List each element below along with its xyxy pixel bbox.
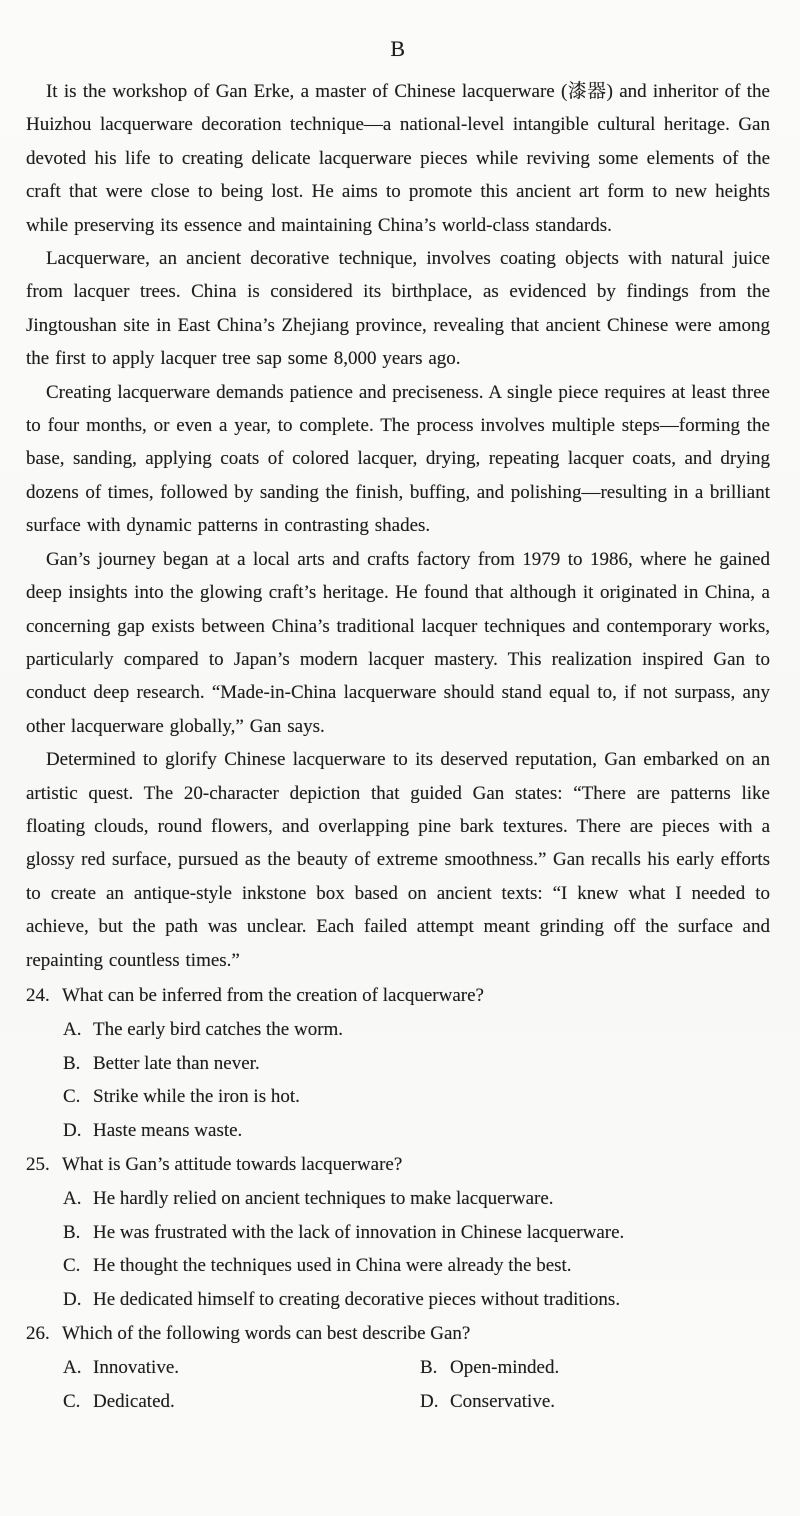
- passage-paragraph-4: Gan’s journey began at a local arts and crafts factory from 1979 to 1986, where he gained deep insights into the glowing craft’s heritage. He found that although it originated in China, a concerning gap exists between China’s traditional lacquer techniques and contemporary works, particularly compared to Japan’s modern lacquer mastery. This realization inspired Gan to conduct deep research. “Made-in-China lacquerware should stand equal to, if not surpass, any other lacquerware globally,” Gan says.: [26, 548, 770, 737]
- question-25-options: [63, 1182, 770, 1317]
- option-label: B.: [420, 1356, 438, 1378]
- question-text: What is Gan’s attitude towards lacquerware?: [62, 1153, 403, 1175]
- option-label: A.: [63, 1018, 82, 1040]
- option-text: He thought the techniques used in China were already the best.: [93, 1255, 572, 1277]
- option-text: He hardly relied on ancient techniques to make lacquerware.: [93, 1187, 554, 1209]
- question-26-options: [63, 1351, 770, 1419]
- question-26: [26, 1317, 770, 1418]
- option-text: He was frustrated with the lack of innovation in Chinese lacquerware.: [93, 1221, 625, 1243]
- option-label: B.: [63, 1052, 81, 1074]
- passage-paragraph-3: Creating lacquerware demands patience and preciseness. A single piece requires at least three to four months, or even a year, to complete. The process involves multiple steps—forming the base, sanding, applying coats of colored lacquer, drying, repeating lacquer coats, and drying dozens of times, followed by sanding the finish, buffing, and polishing—resulting in a brilliant surface with dynamic patterns in contrasting shades.: [26, 381, 770, 537]
- option-25-c: [63, 1249, 770, 1283]
- option-26-b: [420, 1351, 770, 1385]
- option-label: D.: [420, 1390, 439, 1412]
- option-25-b: [63, 1216, 770, 1250]
- question-25: [26, 1148, 770, 1317]
- question-24: [26, 979, 770, 1148]
- passage-paragraph-2: Lacquerware, an ancient decorative technique, involves coating objects with natural juice from lacquer trees. China is considered its birthplace, as evidenced by findings from the Jingtoushan site in East China’s Zhejiang province, revealing that ancient Chinese were among the first to apply lacquer tree sap some 8,000 years ago.: [26, 248, 770, 370]
- question-25-stem: [26, 1148, 770, 1182]
- option-label: D.: [63, 1120, 82, 1142]
- option-24-a: [63, 1013, 770, 1047]
- option-text: Dedicated.: [93, 1390, 175, 1412]
- option-label: A.: [63, 1187, 82, 1209]
- option-label: A.: [63, 1356, 82, 1378]
- option-24-c: [63, 1080, 770, 1114]
- option-label: C.: [63, 1255, 81, 1277]
- question-24-stem: [26, 979, 770, 1013]
- option-26-d: [420, 1385, 770, 1419]
- option-text: Conservative.: [450, 1390, 556, 1412]
- option-text: Strike while the iron is hot.: [93, 1086, 300, 1108]
- option-25-a: [63, 1182, 770, 1216]
- option-label: C.: [63, 1390, 81, 1412]
- option-26-a: [63, 1351, 420, 1385]
- question-number: 26.: [26, 1322, 50, 1344]
- question-text: What can be inferred from the creation of lacquerware?: [62, 984, 484, 1006]
- option-text: The early bird catches the worm.: [93, 1018, 344, 1040]
- option-24-b: [63, 1047, 770, 1081]
- section-label: B: [390, 36, 406, 61]
- question-number: 25.: [26, 1153, 50, 1175]
- option-label: D.: [63, 1289, 82, 1311]
- option-text: Haste means waste.: [93, 1120, 243, 1142]
- question-24-options: [63, 1013, 770, 1148]
- option-25-d: [63, 1283, 770, 1317]
- questions-section: [26, 979, 770, 1418]
- question-text: Which of the following words can best describe Gan?: [62, 1322, 471, 1344]
- option-text: He dedicated himself to creating decorative pieces without traditions.: [93, 1289, 621, 1311]
- option-24-d: [63, 1114, 770, 1148]
- question-number: 24.: [26, 984, 50, 1006]
- passage-paragraph-5: Determined to glorify Chinese lacquerware to its deserved reputation, Gan embarked on an artistic quest. The 20-character depiction that guided Gan states: “There are patterns like floating clouds, round flowers, and overlapping pine bark textures. There are pieces with a glossy red surface, pursued as the beauty of extreme smoothness.” Gan recalls his early efforts to create an antique-style inkstone box based on ancient texts: “I knew what I needed to achieve, but the path was unclear. Each failed attempt meant grinding off the surface and repainting countless times.”: [26, 749, 770, 971]
- option-text: Innovative.: [93, 1356, 180, 1378]
- option-text: Better late than never.: [93, 1052, 260, 1074]
- option-26-c: [63, 1385, 420, 1419]
- option-text: Open-minded.: [450, 1356, 560, 1378]
- option-label: B.: [63, 1221, 81, 1243]
- option-label: C.: [63, 1086, 81, 1108]
- question-26-stem: [26, 1317, 770, 1351]
- passage-paragraph-1: It is the workshop of Gan Erke, a master of Chinese lacquerware (漆器) and inheritor of the Huizhou lacquerware decoration technique—a national-level intangible cultural heritage. Gan devoted his life to creating delicate lacquerware pieces while reviving some elements of the craft that were close to being lost. He aims to promote this ancient art form to new heights while preserving its essence and maintaining China’s world-class standards.: [26, 81, 770, 236]
- reading-passage: [26, 75, 770, 977]
